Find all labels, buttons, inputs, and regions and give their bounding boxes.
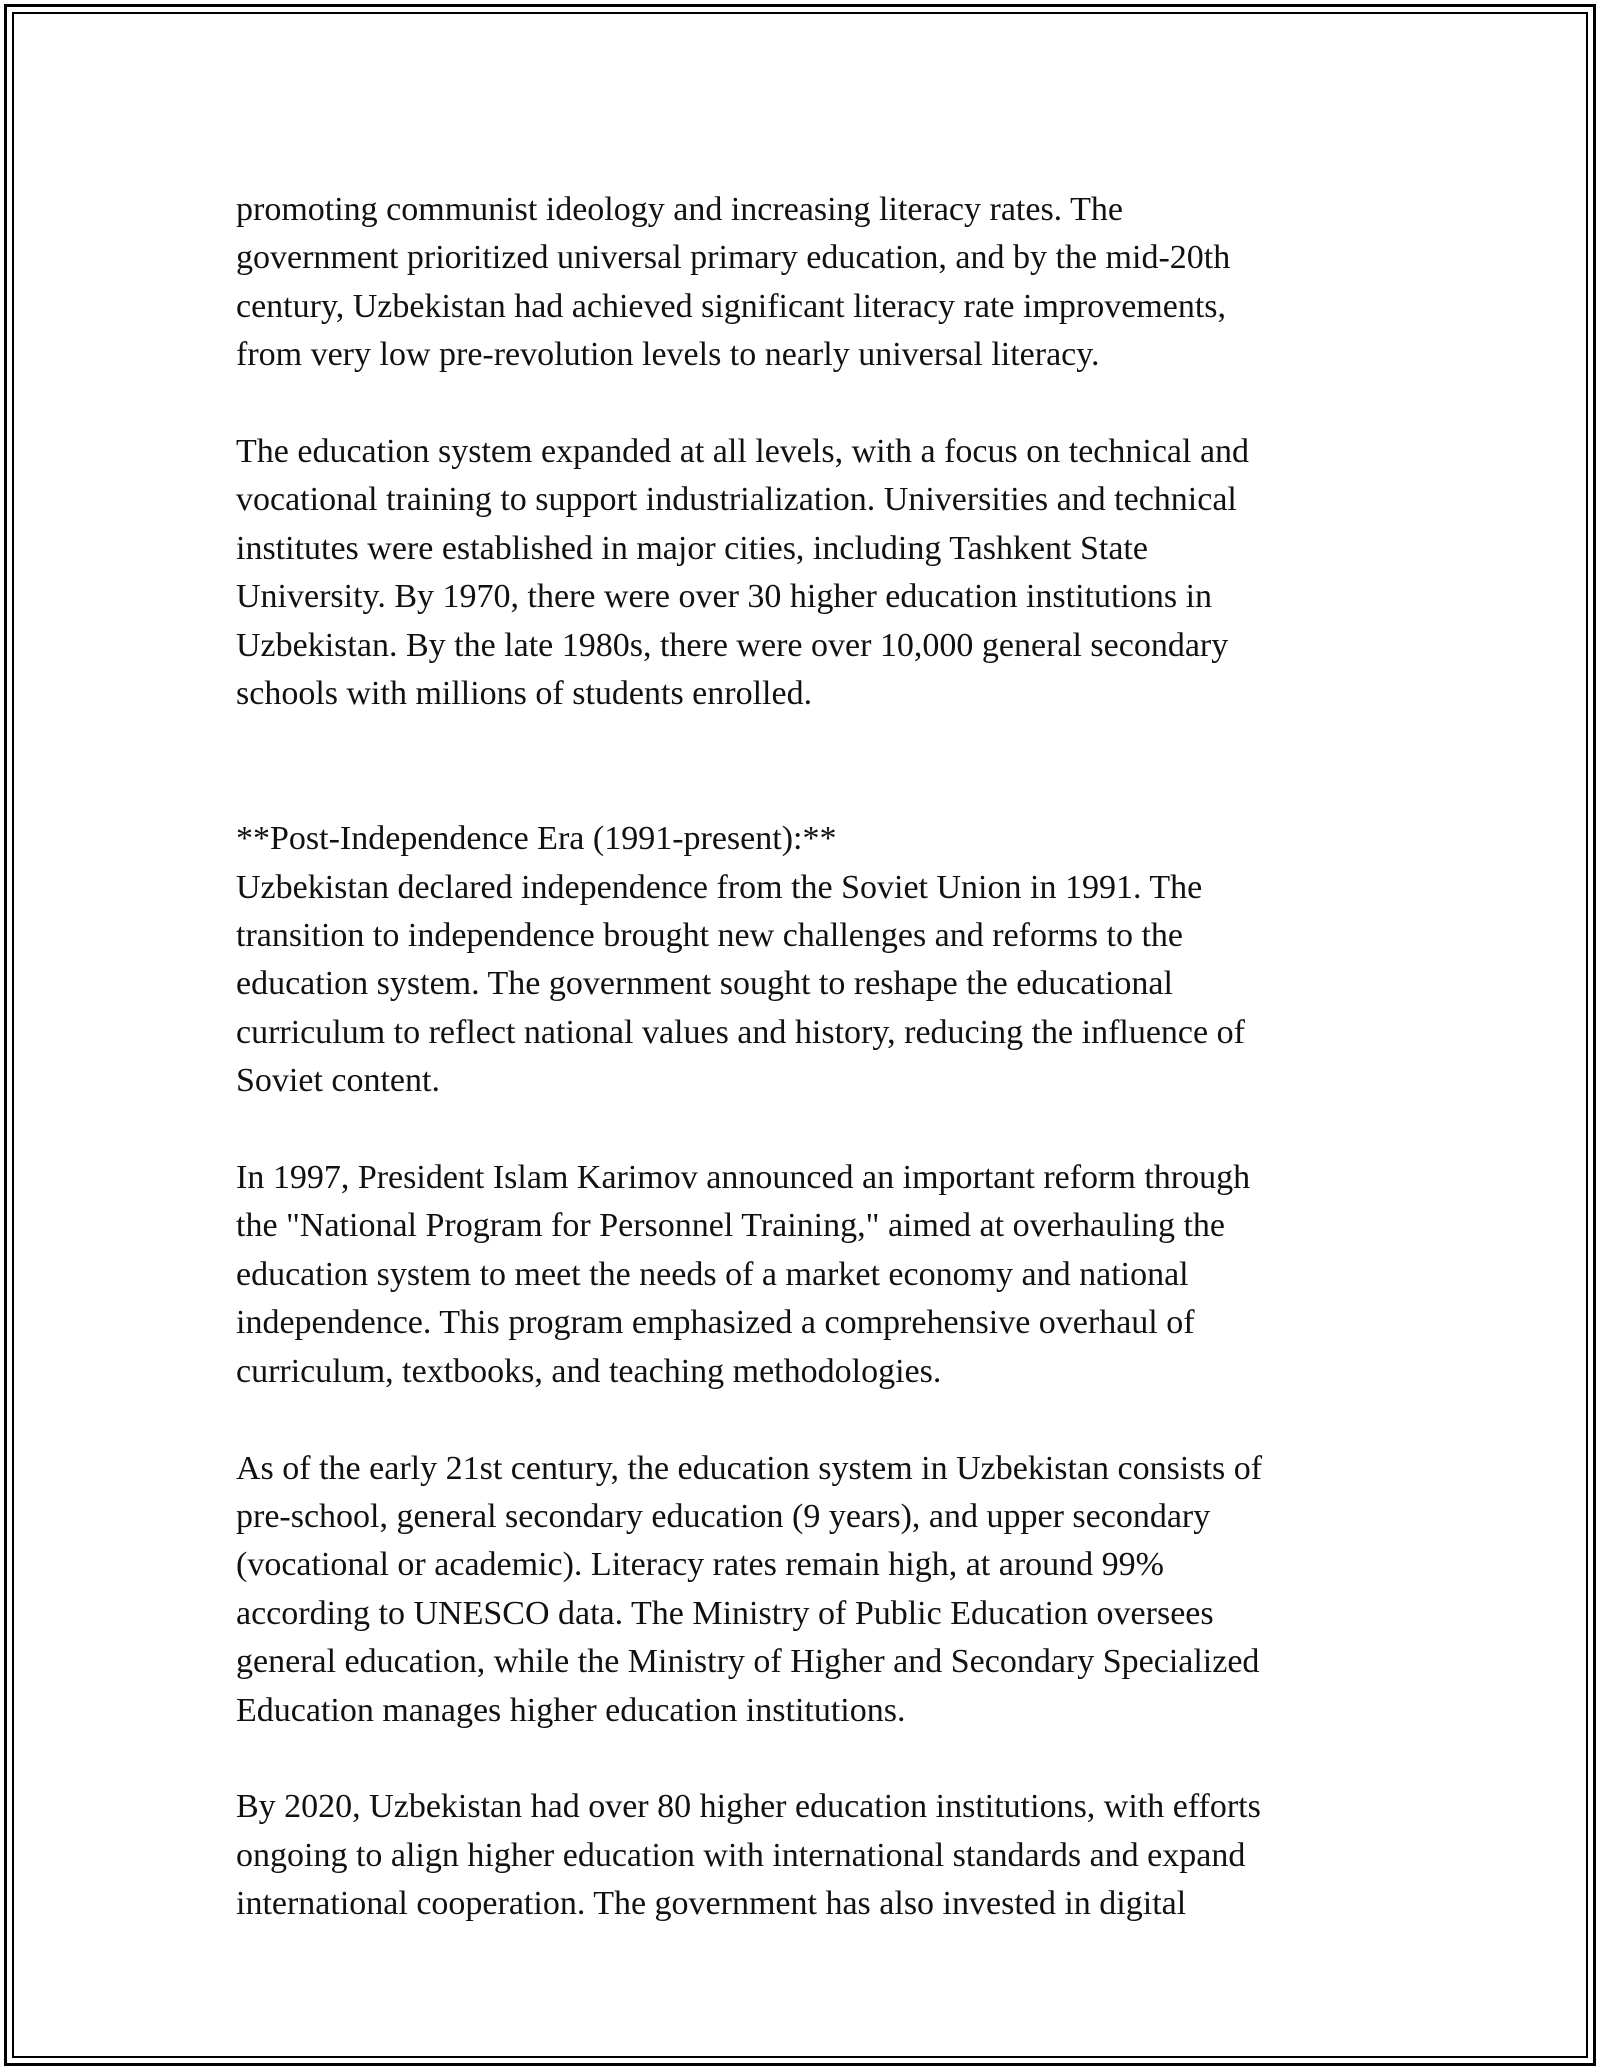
paragraph-soviet-expansion: The education system expanded at all levels, with a focus on technical and vocational training to support industrialization. Universities and technical institutes were established in major cities, including Tashkent State University. By 1970, there were over 30 higher education institutions in Uzbekistan. By the late 1980s, there were over 10,000 general secondary schools with millions of students enrolled.: [236, 433, 1250, 713]
paragraph-soviet-literacy: promoting communist ideology and increasing literacy rates. The government prioritized universal primary education, and by the mid-20th century, Uzbekistan had achieved significant literacy rate improvements, from very low pre-revolution levels to nearly universal literacy.: [236, 191, 1231, 374]
section-heading: **Post-Independence Era (1991-present):**: [236, 820, 837, 858]
paragraph-1997-reform: In 1997, President Islam Karimov announced an important reform through the "National Program for Personnel Training," aimed at overhauling the education system to meet the needs of a market economy and national independence. This program emphasized a comprehensive overhaul of curriculum, textbooks, and teaching methodologies.: [236, 1159, 1251, 1390]
paragraph-21st-century: As of the early 21st century, the education system in Uzbekistan consists of pre-school, general secondary education (9 years), and upper secondary (vocational or academic). Literacy rates remain high, at around 99% according to UNESCO data. The Ministry of Public Education oversees general education, while the Ministry of Higher and Secondary Specialized Education manages higher education institutions.: [236, 1449, 1263, 1729]
section-post-independence: [236, 767, 1366, 1106]
paragraph-2020: By 2020, Uzbekistan had over 80 higher education institutions, with efforts ongoing to align higher education with international standards and expand international cooperation. The government has also invested in digital: [236, 1788, 1261, 1923]
document-body: [236, 186, 1366, 1977]
paragraph-independence: Uzbekistan declared independence from the Soviet Union in 1991. The transition to independence brought new challenges and reforms to the education system. The government sought to reshape the educational curriculum to reflect national values and history, reducing the influence of Soviet content.: [236, 868, 1245, 1100]
